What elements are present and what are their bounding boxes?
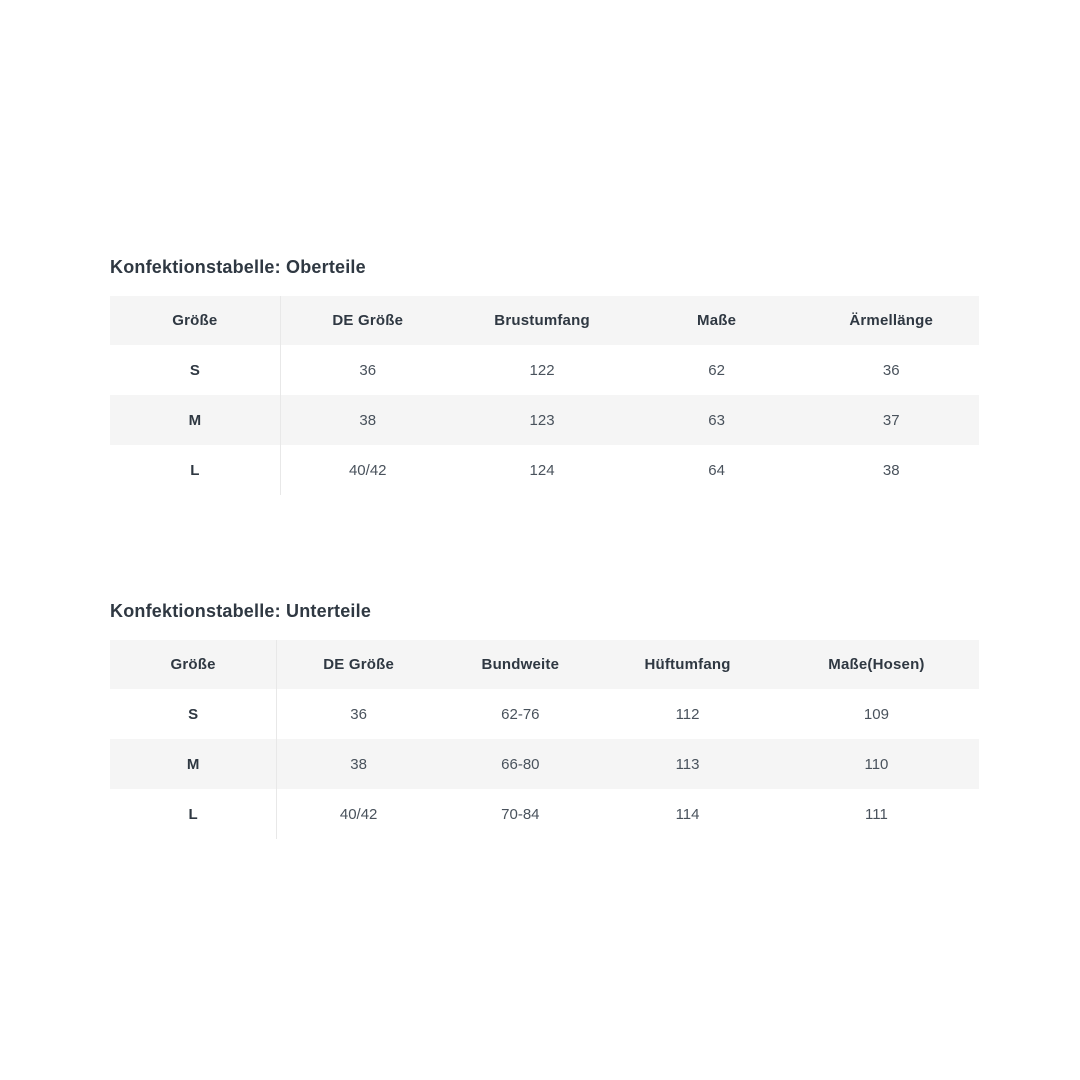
value-cell: 62 bbox=[708, 361, 725, 379]
column-header: Hüftumfang bbox=[644, 656, 731, 673]
value-cell: 111 bbox=[865, 805, 888, 823]
column-header: Bundweite bbox=[481, 656, 560, 673]
value-cell: 63 bbox=[708, 411, 725, 429]
column-header: Größe bbox=[110, 640, 277, 689]
value-cell: 38 bbox=[882, 461, 900, 479]
table-header bbox=[110, 296, 979, 345]
value-cell: 36 bbox=[359, 361, 377, 379]
column-header: DE Größe bbox=[323, 656, 395, 673]
column-header: Maße(Hosen) bbox=[828, 656, 925, 673]
column-header: Maße bbox=[697, 312, 737, 329]
value-cell: 124 bbox=[529, 461, 555, 479]
table-row bbox=[110, 689, 979, 739]
value-cell: 38 bbox=[350, 755, 367, 773]
value-cell: 123 bbox=[529, 411, 555, 429]
table-row bbox=[110, 789, 979, 839]
size-label-cell: M bbox=[110, 395, 280, 445]
value-cell: 40/42 bbox=[339, 805, 378, 823]
value-cell: 70-84 bbox=[501, 805, 540, 823]
table-row bbox=[110, 395, 979, 445]
table-row bbox=[110, 345, 979, 395]
value-cell: 38 bbox=[359, 411, 377, 429]
value-cell: 114 bbox=[675, 805, 700, 823]
value-cell: 109 bbox=[863, 705, 889, 723]
size-label-cell: L bbox=[110, 445, 280, 495]
column-header: Ärmellänge bbox=[849, 312, 934, 329]
size-label-cell: M bbox=[110, 739, 277, 789]
table-title-unterteile: Konfektionstabelle: Unterteile bbox=[110, 601, 372, 621]
value-cell: 36 bbox=[350, 705, 367, 723]
size-table-section-oberteile bbox=[110, 257, 979, 495]
size-table-oberteile bbox=[110, 296, 979, 495]
table-body bbox=[110, 345, 979, 495]
value-cell: 122 bbox=[529, 361, 555, 379]
value-cell: 62-76 bbox=[501, 705, 540, 723]
size-table-section-unterteile bbox=[110, 601, 979, 839]
value-cell: 36 bbox=[882, 361, 900, 379]
column-header: Größe bbox=[110, 296, 280, 345]
value-cell: 40/42 bbox=[348, 461, 387, 479]
value-cell: 37 bbox=[882, 411, 900, 429]
value-cell: 112 bbox=[675, 705, 700, 723]
header-row bbox=[110, 640, 979, 689]
table-header bbox=[110, 640, 979, 689]
column-header: DE Größe bbox=[332, 312, 404, 329]
size-chart-content bbox=[110, 257, 979, 839]
table-row bbox=[110, 445, 979, 495]
table-row bbox=[110, 739, 979, 789]
value-cell: 64 bbox=[708, 461, 725, 479]
size-label-cell: L bbox=[110, 789, 277, 839]
size-label-cell: S bbox=[110, 345, 280, 395]
value-cell: 66-80 bbox=[501, 755, 540, 773]
value-cell: 113 bbox=[675, 755, 700, 773]
value-cell: 110 bbox=[864, 755, 889, 773]
size-table-unterteile bbox=[110, 640, 979, 839]
table-body bbox=[110, 689, 979, 839]
column-header: Brustumfang bbox=[494, 312, 590, 329]
header-row bbox=[110, 296, 979, 345]
table-title-oberteile: Konfektionstabelle: Oberteile bbox=[110, 257, 366, 277]
size-label-cell: S bbox=[110, 689, 277, 739]
